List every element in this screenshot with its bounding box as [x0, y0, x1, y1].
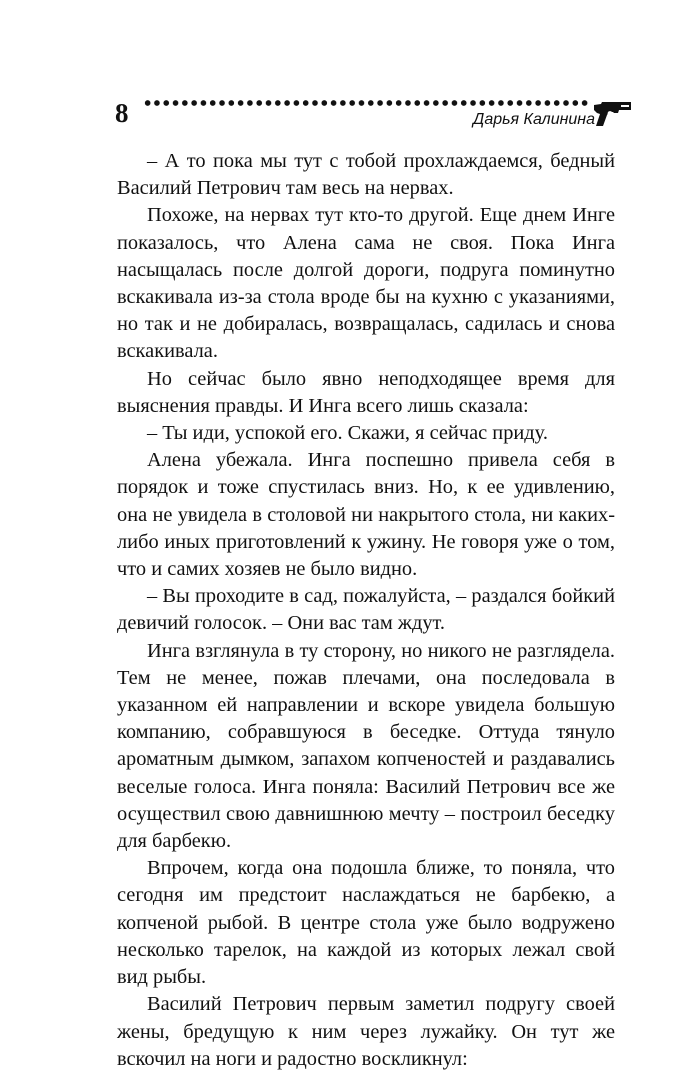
paragraph: Инга взглянула в ту сторону, но никого не разглядела. Тем не менее, пожав плечами, она последовала в указанном ей направлении и вскоре увидела большую компанию, собравшуюся в беседке. Оттуда тянуло ароматным дымком, запахом копченостей и раздавались веселые голоса. Инга поняла: Василий Петрович все же осуществил свою давнишнюю мечту – построил беседку для барбекю.: [117, 639, 615, 853]
paragraph: Василий Петрович первым заметил подругу своей жены, бредущую к ним через лужайку. Он тут же вскочил на ноги и радостно воскликнул:: [117, 993, 615, 1070]
page-number: 8: [115, 98, 129, 128]
paragraph: – Вы проходите в сад, пожалуйста, – раздался бойкий девичий голосок. – Они вас там ждут.: [117, 585, 615, 635]
revolver-icon: [593, 98, 633, 128]
body-text: [117, 148, 615, 1073]
paragraph: – А то пока мы тут с тобой прохлаждаемся, бедный Василий Петрович там весь на нервах.: [117, 150, 615, 200]
running-header: [115, 96, 635, 136]
author-name: Дарья Калинина: [473, 111, 595, 128]
paragraph: Но сейчас было явно неподходящее время для выяснения правды. И Инга всего лишь сказала:: [117, 367, 615, 417]
paragraph: Похоже, на нервах тут кто-то другой. Еще днем Инге показалось, что Алена сама не своя. Пока Инга насыщалась после долгой дороги, подруга поминутно вскакивала из-за стола вроде бы на кухню с указаниями, но так и не добиралась, возвращалась, садилась и снова вскакивала.: [117, 204, 615, 363]
paragraph: Впрочем, когда она подошла ближе, то поняла, что сегодня им предстоит наслаждаться не барбекю, а копченой рыбой. В центре стола уже было водружено несколько тарелок, на каждой из которых лежал свой вид рыбы.: [117, 857, 615, 989]
dotted-rule: [143, 96, 591, 110]
paragraph: – Ты иди, успокой его. Скажи, я сейчас приду.: [147, 422, 548, 445]
paragraph: Алена убежала. Инга поспешно привела себя в порядок и тоже спустилась вниз. Но, к ее удивлению, она не увидела в столовой ни накрытого стола, ни каких-либо иных приготовлений к ужину. Не говоря уже о том, что и самих хозяев не было видно.: [117, 449, 615, 581]
